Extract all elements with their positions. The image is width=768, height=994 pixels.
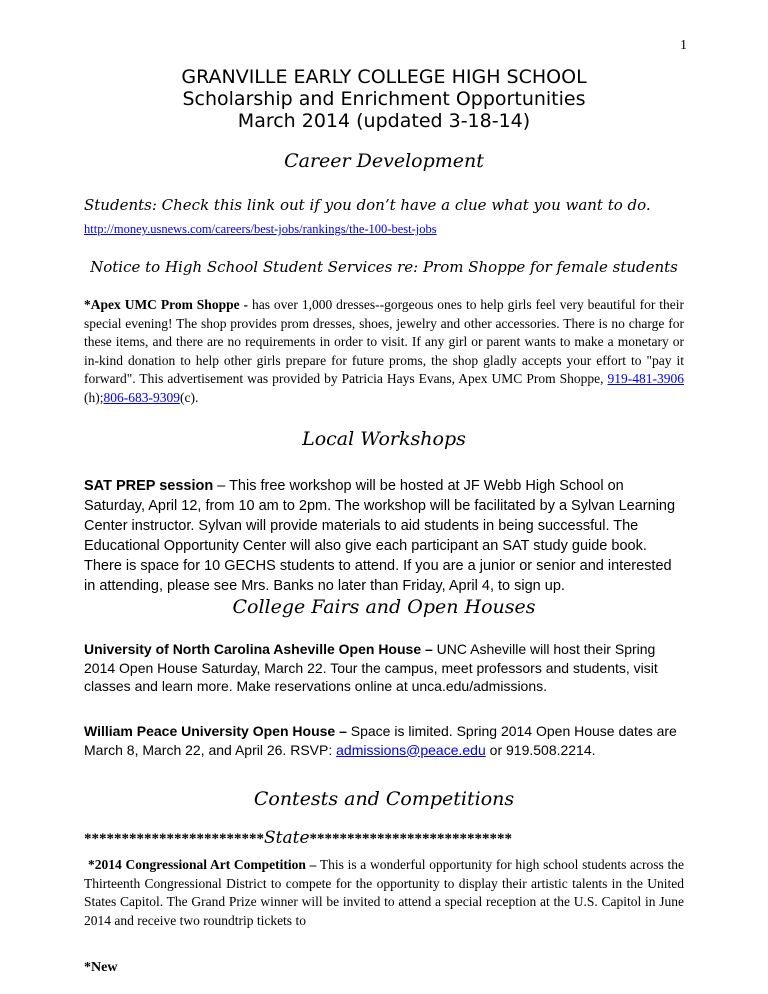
phone-link-home[interactable]: 919-481-3906 <box>607 371 684 387</box>
peace-body-end: or 919.508.2214. <box>485 741 596 758</box>
sat-title: SAT PREP session <box>84 478 214 494</box>
document-header <box>0 66 768 132</box>
peace-title: William Peace University Open House – <box>84 723 347 739</box>
heading-prom-notice: Notice to High School Student Services re: Prom Shoppe for female students <box>90 258 678 276</box>
peace-body: Space is limited. Spring 2014 Open House dates are March 8, March 22, and April 26. RSVP: <box>84 723 677 758</box>
prom-shoppe-paragraph <box>84 296 684 408</box>
stars-left: ************************ <box>84 831 264 847</box>
career-lead-text: Students: Check this link out if you don’t have a clue what you want to do. <box>84 196 651 214</box>
new-tag: *New <box>84 960 118 975</box>
heading-contests: Contests and Competitions <box>253 788 515 810</box>
page-number: 1 <box>680 38 687 53</box>
phone-home-suffix: (h); <box>84 389 104 405</box>
state-label: State <box>264 828 310 848</box>
art-body: This is a wonderful opportunity for high school students across the Thirteenth Congressional District to compete for the opportunity to display their artistic talents in the United States Capitol. The Grand Prize winner will be invited to attend a special reception at the U.S. Capitol in June 2014 and receive two roundtrip tickets to <box>84 857 684 928</box>
art-title: *2014 Congressional Art Competition – <box>88 857 317 872</box>
phone-cell-suffix: (c). <box>180 389 199 405</box>
career-link[interactable]: http://money.usnews.com/careers/best-jobs/rankings/the-100-best-jobs <box>84 222 437 236</box>
prom-body: has over 1,000 dresses--gorgeous ones to help girls feel very beautiful for their special evening! The shop provides prom dresses, shoes, jewelry and other accessories. There is no charge for these items, and there are no requirements in order to visit. If any girl or parent wants to make a monetary or in-kind donation to help other girls prepare for future proms, the shop gladly accepts your effort to "pay it forward". This advertisement was provided by Patricia Hays Evans, Apex UMC Prom Shoppe, <box>84 297 684 387</box>
peace-paragraph <box>84 722 684 759</box>
unca-paragraph <box>84 640 684 696</box>
peace-email-link[interactable]: admissions@peace.edu <box>336 741 486 758</box>
unca-title: University of North Carolina Asheville Open House – <box>84 641 433 657</box>
prom-title: *Apex UMC Prom Shoppe - <box>84 297 249 312</box>
phone-link-cell[interactable]: 806-683-9309 <box>103 389 180 405</box>
school-name: GRANVILLE EARLY COLLEGE HIGH SCHOOL <box>181 66 587 88</box>
heading-local-workshops: Local Workshops <box>302 428 466 450</box>
sat-prep-paragraph <box>84 476 684 596</box>
sat-body: – This free workshop will be hosted at JF Webb High School on Saturday, April 12, from 10 am to 2pm. The workshop will be facilitated by a Sylvan Learning Center instructor. Sylvan will provide materials to aid students in being successful. The Educational Opportunity Center will also give each participant an SAT study guide book. There is space for 10 GECHS students to attend. If you are a junior or senior and interested in attending, please see Mrs. Banks no later than Friday, April 4, to sign up. <box>84 478 676 594</box>
document-title: Scholarship and Enrichment Opportunities <box>182 88 586 110</box>
heading-college-fairs: College Fairs and Open Houses <box>232 596 536 618</box>
document-date: March 2014 (updated 3-18-14) <box>237 110 531 132</box>
state-divider <box>84 828 512 848</box>
unca-body: UNC Asheville will host their Spring 2014 Open House Saturday, March 22. Tour the campus, meet professors and students, visit classes and learn more. Make reservations online at unca.edu/admissions. <box>84 641 658 695</box>
art-competition-paragraph <box>84 856 684 930</box>
stars-right: *************************** <box>309 831 513 847</box>
heading-career-development: Career Development <box>284 150 484 172</box>
